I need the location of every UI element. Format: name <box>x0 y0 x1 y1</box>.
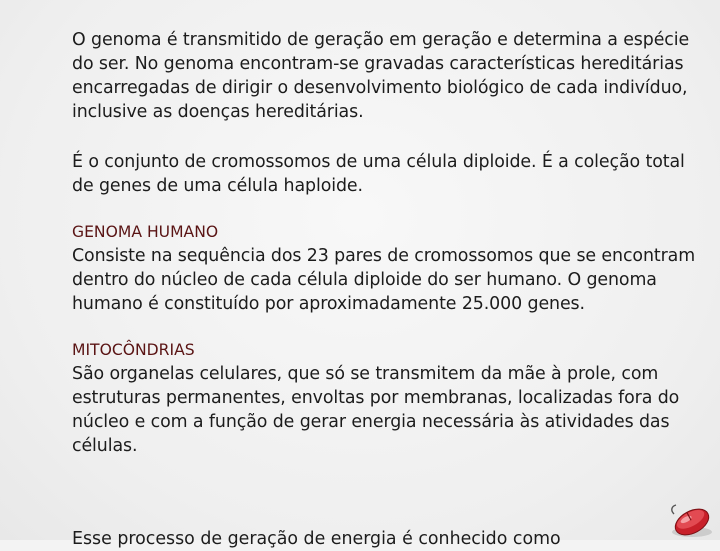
computer-mouse-icon[interactable] <box>668 502 716 540</box>
paragraph-mitocondrias: São organelas celulares, que só se transmitem da mãe à prole, com estruturas permanentes, envoltas por membranas, localizadas fora do núcleo e com a função de gerar energia necessária às atividades das células. <box>72 364 680 456</box>
heading-genoma-humano: GENOMA HUMANO <box>72 223 219 241</box>
paragraph-genome-intro: O genoma é transmitido de geração em geração e determina a espécie do ser. No genoma encontram-se gravadas características hereditárias encarregadas de dirigir o desenvolvimento biológico de cada indivíduo, inclusive as doenças hereditárias. <box>72 30 690 122</box>
paragraph-cut-off: Esse processo de geração de energia é conhecido como <box>72 529 561 549</box>
paragraph-genome-definition: É o conjunto de cromossomos de uma célula diploide. É a coleção total de genes de uma célula haploide. <box>72 152 685 196</box>
heading-mitocondrias: MITOCÔNDRIAS <box>72 341 195 359</box>
slide-content <box>72 28 708 458</box>
paragraph-genoma-humano: Consiste na sequência dos 23 pares de cromossomos que se encontram dentro do núcleo de cada célula diploide do ser humano. O genoma humano é constituído por aproximadamente 25.000 genes. <box>72 246 696 314</box>
